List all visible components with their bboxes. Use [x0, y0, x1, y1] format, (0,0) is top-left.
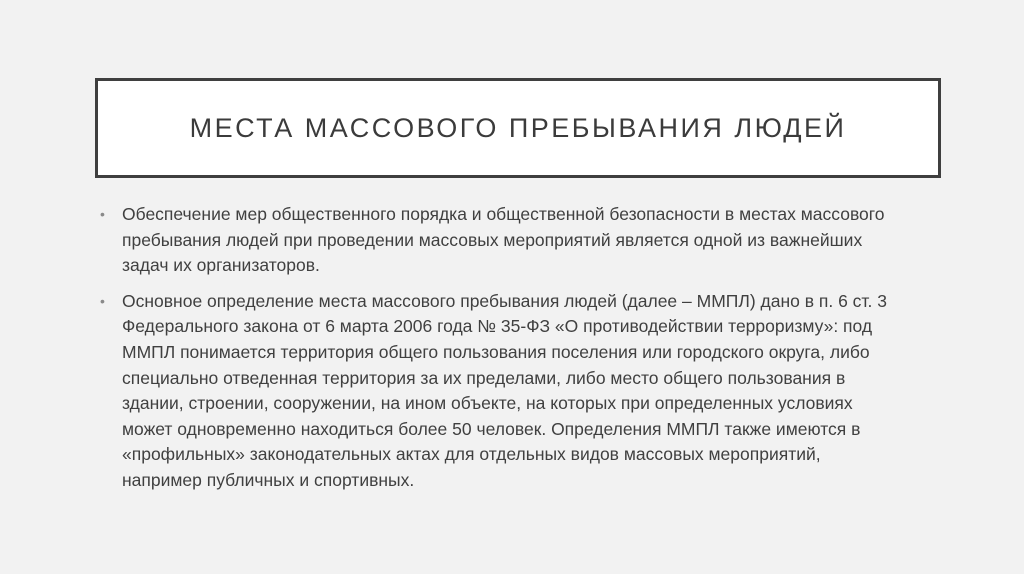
bullet-marker: •: [100, 292, 105, 309]
bullet-item-2: [100, 289, 900, 494]
bullet-item-1: [100, 202, 900, 279]
slide-title: МЕСТА МАССОВОГО ПРЕБЫВАНИЯ ЛЮДЕЙ: [189, 112, 847, 143]
bullet-list: [100, 202, 900, 504]
title-box: [95, 78, 941, 178]
bullet-text-2: Основное определение места массового пребывания людей (далее – ММПЛ) дано в п. 6 ст. 3 Федерального закона от 6 марта 2006 года № 35-ФЗ «О противодействии терроризму»: под ММПЛ понимается территория общего пользования поселения или городского округа, либо специально отведенная территория за их пределами, либо место общего пользования в здании, строении, сооружении, на ином объекте, на которых при определенных условиях может одновременно находиться более 50 человек. Определения ММПЛ также имеются в «профильных» законодательных актах для отдельных видов массовых мероприятий, например публичных и спортивных.: [122, 290, 887, 490]
bullet-marker: •: [100, 206, 105, 222]
bullet-text-1: Обеспечение мер общественного порядка и общественной безопасности в местах массового пребывания людей при проведении массовых мероприятий является одной из важнейших задач их организаторов.: [122, 204, 885, 276]
